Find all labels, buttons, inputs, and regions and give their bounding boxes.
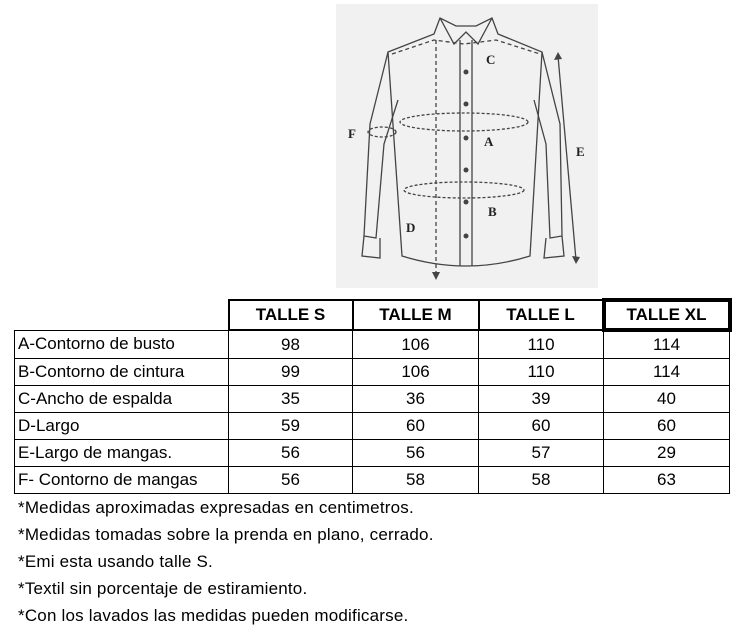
cell-value: 60 (479, 413, 604, 440)
table-row (15, 467, 730, 494)
row-label: D-Largo (15, 413, 229, 440)
label-f: F (348, 126, 356, 141)
table-row (15, 440, 730, 467)
label-b: B (488, 204, 497, 219)
cell-value: 36 (353, 386, 479, 413)
label-d: D (406, 220, 416, 235)
header-empty-cell (15, 300, 229, 330)
cell-value: 99 (229, 359, 353, 386)
cell-value: 106 (353, 359, 479, 386)
row-label: F- Contorno de mangas (15, 467, 229, 494)
label-e: E (576, 144, 585, 159)
cell-value: 40 (604, 386, 730, 413)
header-talle-m: TALLE M (353, 300, 479, 330)
note-line: *Con los lavados las medidas pueden modificarse. (18, 606, 409, 625)
note-line: *Medidas aproximadas expresadas en centimetros. (18, 498, 414, 517)
cell-value: 39 (479, 386, 604, 413)
table-row (15, 386, 730, 413)
shirt-drawing (336, 4, 598, 288)
row-label: B-Contorno de cintura (15, 359, 229, 386)
cell-value: 110 (479, 359, 604, 386)
cell-value: 56 (353, 440, 479, 467)
cell-value: 35 (229, 386, 353, 413)
header-talle-xl: TALLE XL (604, 300, 730, 330)
cell-value: 114 (604, 359, 730, 386)
table-row (15, 330, 730, 359)
cell-value: 106 (353, 330, 479, 359)
note-line: *Medidas tomadas sobre la prenda en plano, cerrado. (18, 525, 434, 544)
row-label: A-Contorno de busto (15, 330, 229, 359)
notes (18, 494, 434, 629)
cell-value: 57 (479, 440, 604, 467)
shirt-diagram (336, 4, 598, 288)
label-a: A (484, 134, 494, 149)
cell-value: 58 (479, 467, 604, 494)
header-row (15, 300, 730, 330)
note-line: *Textil sin porcentaje de estiramiento. (18, 579, 308, 598)
cell-value: 98 (229, 330, 353, 359)
cell-value: 63 (604, 467, 730, 494)
row-label: C-Ancho de espalda (15, 386, 229, 413)
cell-value: 110 (479, 330, 604, 359)
table-row (15, 359, 730, 386)
cell-value: 58 (353, 467, 479, 494)
header-talle-l: TALLE L (479, 300, 604, 330)
cell-value: 60 (353, 413, 479, 440)
cell-value: 60 (604, 413, 730, 440)
cell-value: 56 (229, 440, 353, 467)
table-row (15, 413, 730, 440)
cell-value: 56 (229, 467, 353, 494)
cell-value: 29 (604, 440, 730, 467)
note-line: *Emi esta usando talle S. (18, 552, 213, 571)
cell-value: 59 (229, 413, 353, 440)
cell-value: 114 (604, 330, 730, 359)
size-table (14, 298, 732, 494)
row-label: E-Largo de mangas. (15, 440, 229, 467)
header-talle-s: TALLE S (229, 300, 353, 330)
label-c: C (486, 52, 496, 67)
